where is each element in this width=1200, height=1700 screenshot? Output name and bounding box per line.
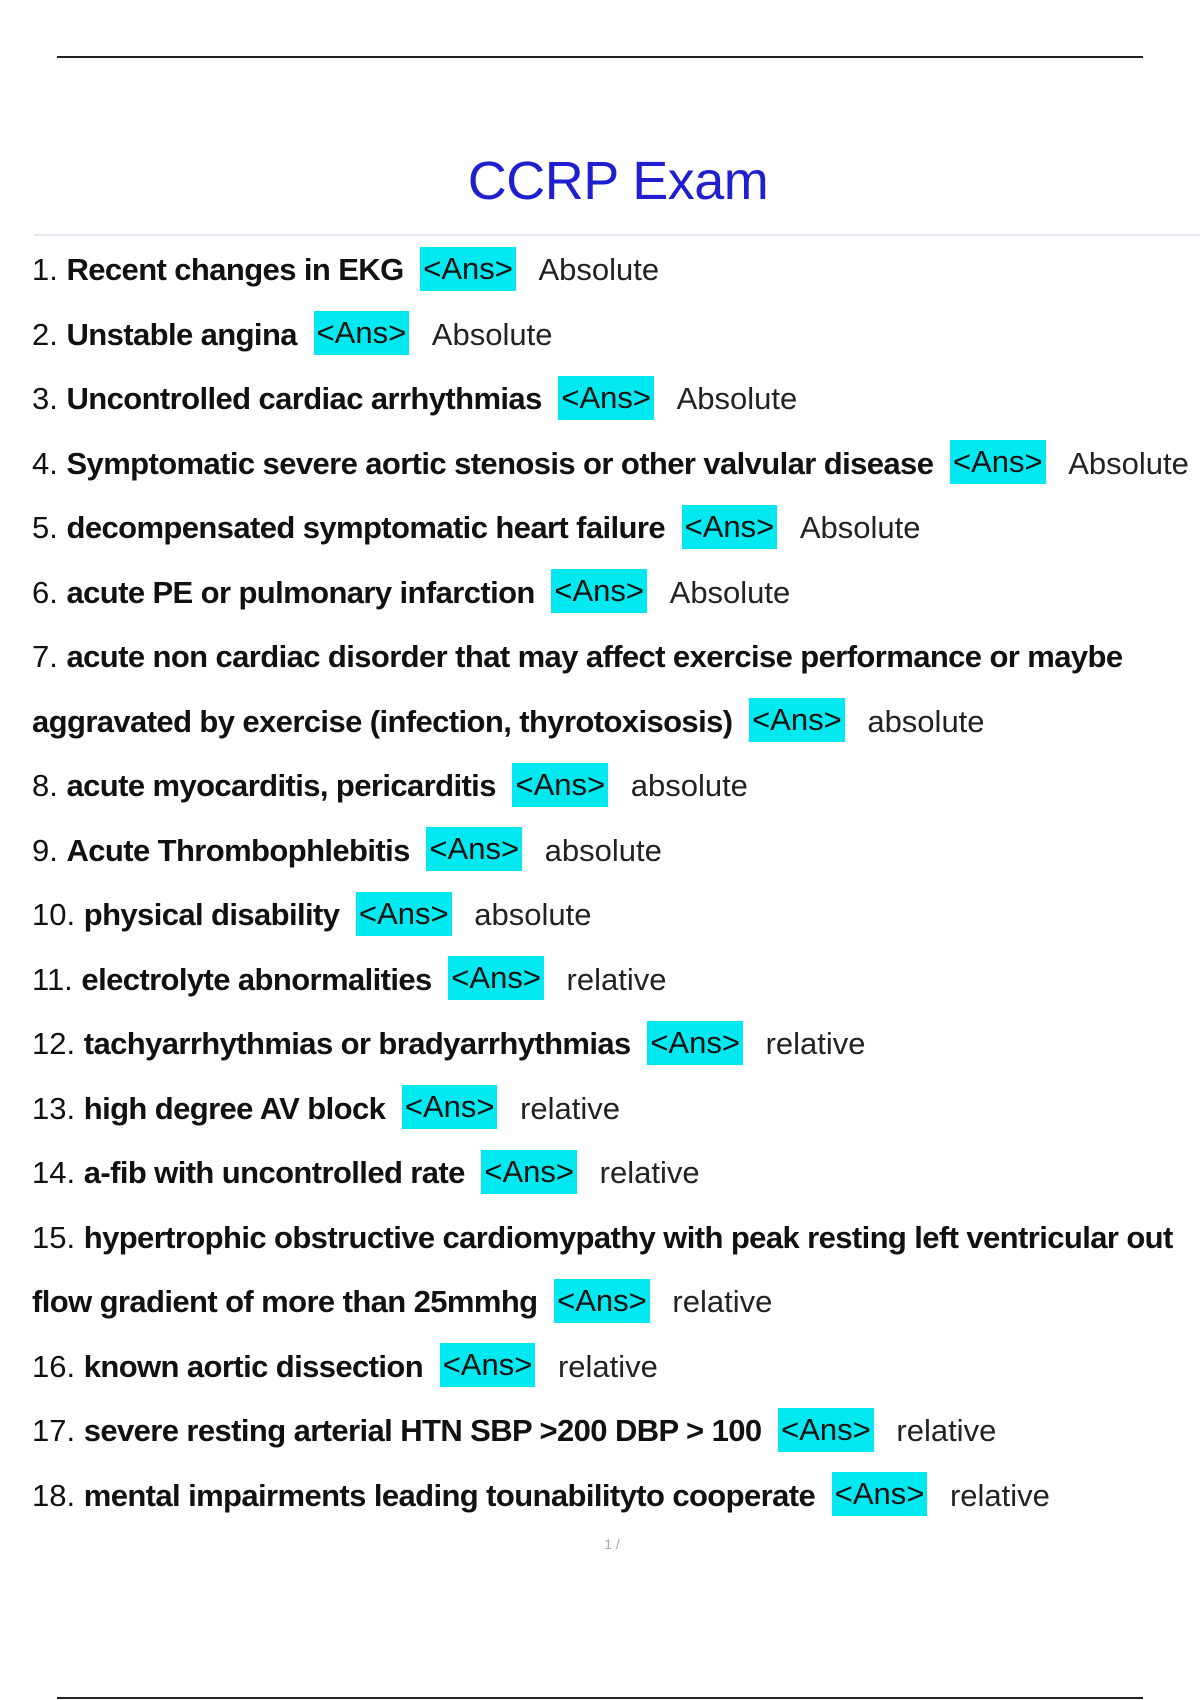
answer-tag: <Ans> [512, 763, 608, 807]
page-title: CCRP Exam [467, 151, 769, 212]
question-text: known aortic dissection [83, 1348, 424, 1384]
question-text: Recent changes in EKG [66, 252, 404, 287]
answer-text: Absolute [799, 510, 921, 545]
question-text: physical disability [83, 897, 340, 932]
question-number: 11. [32, 961, 73, 997]
question-item [32, 883, 1192, 948]
question-item [32, 1077, 1192, 1142]
question-item [32, 238, 1192, 303]
answer-tag: <Ans> [426, 827, 522, 871]
answer-text: relative [599, 1155, 700, 1190]
question-item [32, 625, 1192, 690]
question-item [32, 561, 1192, 626]
page-number: 1 / [604, 1536, 620, 1552]
question-number: 14. [32, 1155, 76, 1190]
question-text: Acute Thrombophlebitis [66, 832, 410, 868]
question-text-line1: hypertrophic obstructive cardiomypathy with peak resting left ventricular out [83, 1219, 1173, 1255]
question-number: 18. [32, 1477, 76, 1513]
answer-text: relative [566, 961, 667, 997]
answer-tag: <Ans> [778, 1408, 874, 1452]
question-item [32, 819, 1192, 884]
question-item [32, 1464, 1192, 1529]
footer-rule [57, 1697, 1143, 1699]
answer-tag: <Ans> [402, 1085, 498, 1129]
question-item [32, 1206, 1192, 1271]
question-number: 10. [32, 897, 76, 932]
question-item [32, 1399, 1192, 1464]
answer-tag: <Ans> [558, 376, 654, 420]
question-text: Uncontrolled cardiac arrhythmias [66, 381, 542, 416]
question-number: 2. [32, 316, 58, 352]
answer-tag: <Ans> [420, 247, 516, 291]
answer-text: Absolute [538, 252, 660, 287]
question-number: 16. [32, 1348, 76, 1384]
question-text: decompensated symptomatic heart failure [66, 510, 665, 545]
question-item [32, 1012, 1192, 1077]
answer-tag: <Ans> [682, 505, 778, 549]
title-divider [34, 234, 1200, 236]
answer-tag: <Ans> [481, 1150, 577, 1194]
question-item [32, 367, 1192, 432]
question-number: 6. [32, 574, 58, 610]
answer-text: relative [896, 1413, 997, 1448]
question-item [32, 754, 1192, 819]
question-item-continued [32, 690, 1192, 755]
question-number: 9. [32, 832, 58, 868]
question-text: electrolyte abnormalities [81, 961, 432, 997]
question-number: 4. [32, 445, 58, 481]
answer-tag: <Ans> [554, 1279, 650, 1323]
answer-text: relative [949, 1477, 1050, 1513]
answer-text: Absolute [676, 381, 798, 416]
question-list [32, 238, 1192, 1528]
answer-text: absolute [544, 832, 662, 868]
answer-tag: <Ans> [356, 892, 452, 936]
question-text: a-fib with uncontrolled rate [83, 1155, 465, 1190]
question-item-continued [32, 1270, 1192, 1335]
question-text-line2: flow gradient of more than 25mmhg [32, 1284, 538, 1319]
answer-tag: <Ans> [314, 311, 410, 355]
question-number: 15. [32, 1219, 76, 1255]
question-number: 7. [32, 639, 58, 674]
answer-text: relative [765, 1026, 866, 1061]
question-text: tachyarrhythmias or bradyarrhythmias [83, 1026, 631, 1061]
answer-text: Absolute [431, 316, 553, 352]
answer-tag: <Ans> [448, 956, 544, 1000]
question-number: 3. [32, 381, 58, 416]
answer-text: relative [672, 1284, 773, 1319]
answer-tag: <Ans> [950, 440, 1046, 484]
question-number: 17. [32, 1413, 76, 1448]
question-number: 12. [32, 1026, 76, 1061]
question-text: Unstable angina [66, 316, 297, 352]
answer-text: Absolute [669, 574, 791, 610]
answer-tag: <Ans> [749, 698, 845, 742]
answer-tag: <Ans> [647, 1021, 743, 1065]
question-item [32, 1141, 1192, 1206]
header-rule [57, 56, 1143, 58]
answer-tag: <Ans> [832, 1472, 928, 1516]
answer-tag: <Ans> [551, 569, 647, 613]
answer-text: relative [520, 1090, 621, 1126]
question-item [32, 1335, 1192, 1400]
question-text: Symptomatic severe aortic stenosis or other valvular disease [66, 445, 934, 481]
answer-text: absolute [630, 768, 748, 803]
question-item [32, 496, 1192, 561]
answer-text: Absolute [1068, 445, 1189, 481]
question-text: acute myocarditis, pericarditis [66, 768, 496, 803]
question-text-line1: acute non cardiac disorder that may affect exercise performance or maybe [66, 639, 1123, 674]
question-number: 13. [32, 1090, 76, 1126]
question-item [32, 948, 1192, 1013]
answer-text: absolute [867, 703, 985, 739]
answer-text: absolute [474, 897, 592, 932]
question-text-line2: aggravated by exercise (infection, thyrotoxisosis) [32, 703, 733, 739]
question-text: mental impairments leading tounabilityto cooperate [83, 1477, 816, 1513]
question-item [32, 432, 1192, 497]
question-text: severe resting arterial HTN SBP >200 DBP > 100 [83, 1413, 762, 1448]
question-number: 1. [32, 252, 58, 287]
question-text: acute PE or pulmonary infarction [66, 574, 535, 610]
answer-text: relative [557, 1348, 658, 1384]
question-item [32, 303, 1192, 368]
question-number: 5. [32, 510, 58, 545]
question-number: 8. [32, 768, 58, 803]
question-text: high degree AV block [83, 1090, 386, 1126]
answer-tag: <Ans> [440, 1343, 536, 1387]
